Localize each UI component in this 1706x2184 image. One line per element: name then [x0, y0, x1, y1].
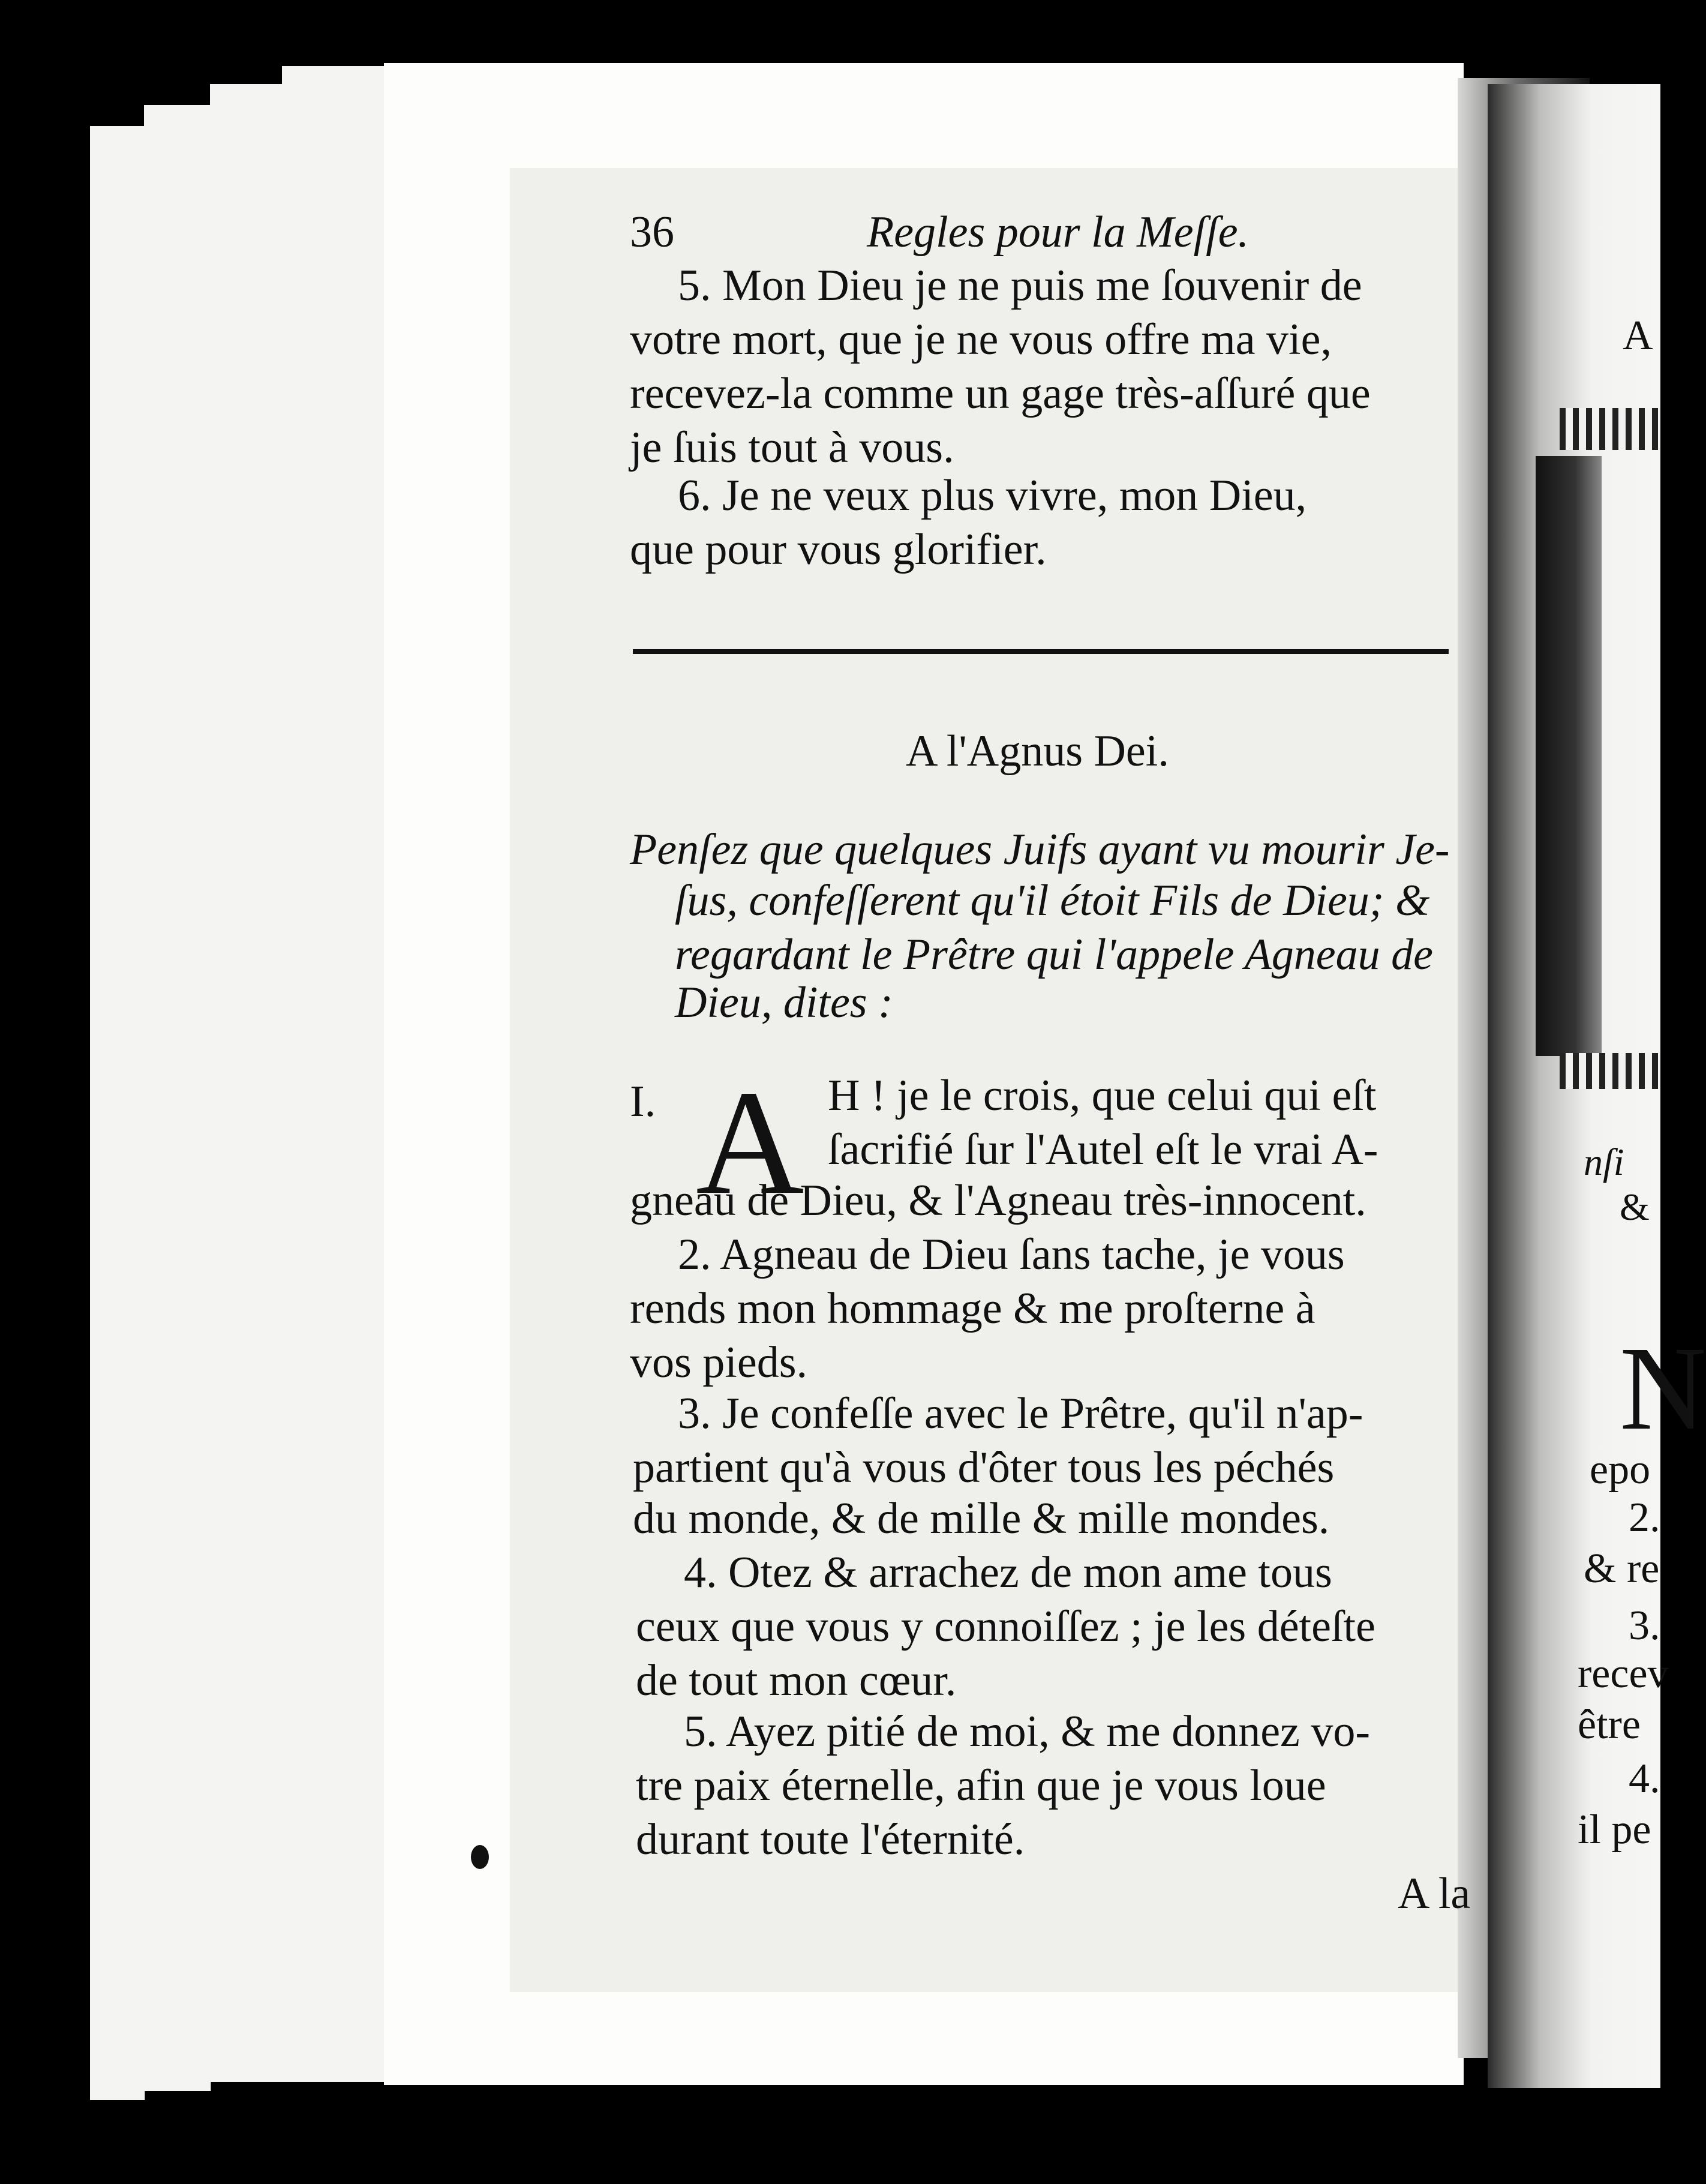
ornament-band-top	[1560, 408, 1660, 450]
page-stack-edge	[90, 126, 145, 2100]
ink-blot	[471, 1845, 489, 1869]
text-line: que pour vous glorifier.	[630, 525, 1047, 574]
verse-number-marker: I.	[630, 1077, 656, 1126]
right-page-fragment: être	[1578, 1702, 1641, 1748]
text-line: rends mon hommage & me proſterne à	[630, 1284, 1315, 1333]
instruction-line: regardant le Prêtre qui l'appele Agneau de	[675, 930, 1433, 979]
running-head: Regles pour la Meſſe.	[867, 208, 1250, 257]
right-page-fragment: nſi	[1584, 1141, 1624, 1183]
text-line: je ſuis tout à vous.	[630, 423, 954, 472]
right-page-fragment: epo	[1590, 1447, 1651, 1493]
text-line: H ! je le crois, que celui qui eſt	[828, 1071, 1377, 1120]
text-line: 4. Otez & arrachez de mon ame tous	[684, 1548, 1332, 1597]
text-line: gneau de Dieu, & l'Agneau très-innocent.	[630, 1176, 1366, 1225]
right-page-fragment: N	[1620, 1322, 1706, 1455]
ornament-band-bottom	[1560, 1053, 1660, 1089]
page-stack-edge	[144, 105, 211, 2091]
drop-cap-letter: A	[696, 1060, 804, 1226]
instruction-line: Penſez que quelques Juifs ayant vu mourir Je-	[630, 825, 1450, 874]
text-line: ſacrifié ſur l'Autel eſt le vrai A-	[828, 1125, 1378, 1174]
text-line: durant toute l'éternité.	[636, 1815, 1025, 1864]
instruction-line: Dieu, dites :	[675, 978, 893, 1027]
text-line: 5. Mon Dieu je ne puis me ſouvenir de	[678, 261, 1362, 310]
text-line: votre mort, que je ne vous offre ma vie,	[630, 315, 1332, 364]
right-page-fragment: 3.	[1629, 1603, 1660, 1649]
section-divider-rule	[633, 649, 1449, 654]
woodcut-illustration	[1536, 456, 1602, 1056]
text-line: tre paix éternelle, afin que je vous loue	[636, 1761, 1326, 1810]
text-line: de tout mon cœur.	[636, 1656, 957, 1705]
text-line: partient qu'à vous d'ôter tous les péchés	[633, 1443, 1335, 1492]
page-stack-edge	[282, 66, 385, 2082]
instruction-line: ſus, confeſſerent qu'il étoit Fils de Dieu; &	[675, 876, 1430, 925]
text-line: vos pieds.	[630, 1338, 807, 1387]
text-line: 2. Agneau de Dieu ſans tache, je vous	[678, 1230, 1345, 1279]
catchword: A la	[1398, 1869, 1471, 1918]
right-page-fragment: recev	[1578, 1651, 1669, 1697]
text-line: 6. Je ne veux plus vivre, mon Dieu,	[678, 471, 1307, 520]
right-page-fragment: A	[1623, 313, 1653, 359]
section-title: A l'Agnus Dei.	[906, 727, 1169, 776]
text-line: 3. Je confeſſe avec le Prêtre, qu'il n'ap-	[678, 1389, 1363, 1438]
text-line: ceux que vous y connoiſſez ; je les déteſte	[636, 1602, 1375, 1651]
right-page-fragment: & re	[1584, 1546, 1660, 1592]
right-page-fragment: 2.	[1629, 1495, 1660, 1541]
text-line: 5. Ayez pitié de moi, & me donnez vo-	[684, 1707, 1371, 1756]
text-line: du monde, & de mille & mille mondes.	[633, 1494, 1330, 1543]
text-line: recevez-la comme un gage très-aſſuré que	[630, 369, 1371, 418]
right-page-fragment: il pe	[1578, 1807, 1651, 1853]
right-page-fragment: &	[1620, 1186, 1650, 1228]
right-page-fragment: 4.	[1629, 1756, 1660, 1802]
page-stack-edge	[210, 84, 283, 2082]
page-number: 36	[630, 208, 674, 257]
